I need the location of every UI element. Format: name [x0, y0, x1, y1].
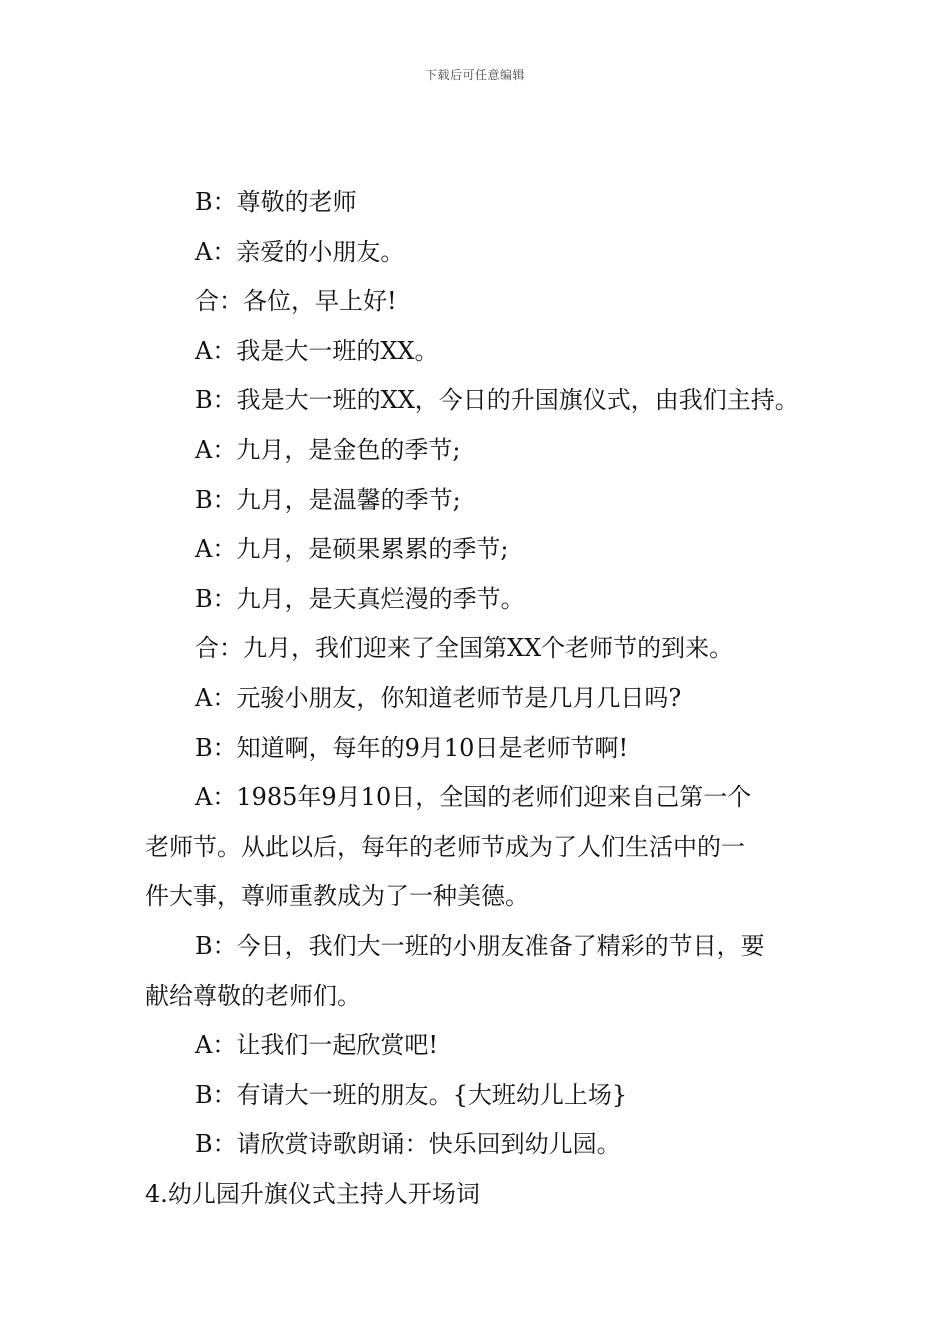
dialogue-line: A：九月，是硕果累累的季节; — [195, 535, 509, 564]
paragraph-line: A：1985年9月10日，全国的老师们迎来自己第一个 — [195, 783, 752, 812]
dialogue-line: B：九月，是温馨的季节; — [195, 485, 461, 514]
dialogue-line: A：亲爱的小朋友。 — [195, 237, 405, 266]
document-body — [145, 178, 825, 1219]
paragraph-line: 件大事，尊师重教成为了一种美德。 — [145, 882, 529, 911]
section-heading: 4.幼儿园升旗仪式主持人开场词 — [145, 1179, 480, 1208]
dialogue-line: B：请欣赏诗歌朗诵：快乐回到幼儿园。 — [195, 1130, 621, 1159]
dialogue-line: A：我是大一班的XX。 — [195, 336, 439, 365]
dialogue-line: A：元骏小朋友，你知道老师节是几月几日吗? — [195, 683, 682, 712]
paragraph-line: B：今日，我们大一班的小朋友准备了精彩的节目，要 — [195, 931, 765, 960]
dialogue-line: A：让我们一起欣赏吧! — [195, 1031, 438, 1060]
dialogue-line: B：知道啊，每年的9月10日是老师节啊! — [195, 733, 629, 762]
dialogue-line: B：九月，是天真烂漫的季节。 — [195, 584, 525, 613]
dialogue-line: B：我是大一班的XX，今日的升国旗仪式，由我们主持。 — [195, 386, 799, 415]
dialogue-line: B：有请大一班的朋友。{大班幼儿上场} — [195, 1080, 628, 1109]
header-note: 下载后可任意编辑 — [424, 68, 525, 82]
dialogue-line: B：尊敬的老师 — [195, 188, 357, 216]
dialogue-line: 合：九月，我们迎来了全国第XX个老师节的到来。 — [195, 634, 734, 663]
dialogue-line: 合：各位，早上好! — [195, 287, 397, 316]
paragraph-line: 献给尊敬的老师们。 — [145, 981, 361, 1010]
paragraph-line: 老师节。从此以后，每年的老师节成为了人们生活中的一 — [145, 832, 745, 861]
dialogue-line: A：九月，是金色的季节; — [195, 435, 461, 464]
